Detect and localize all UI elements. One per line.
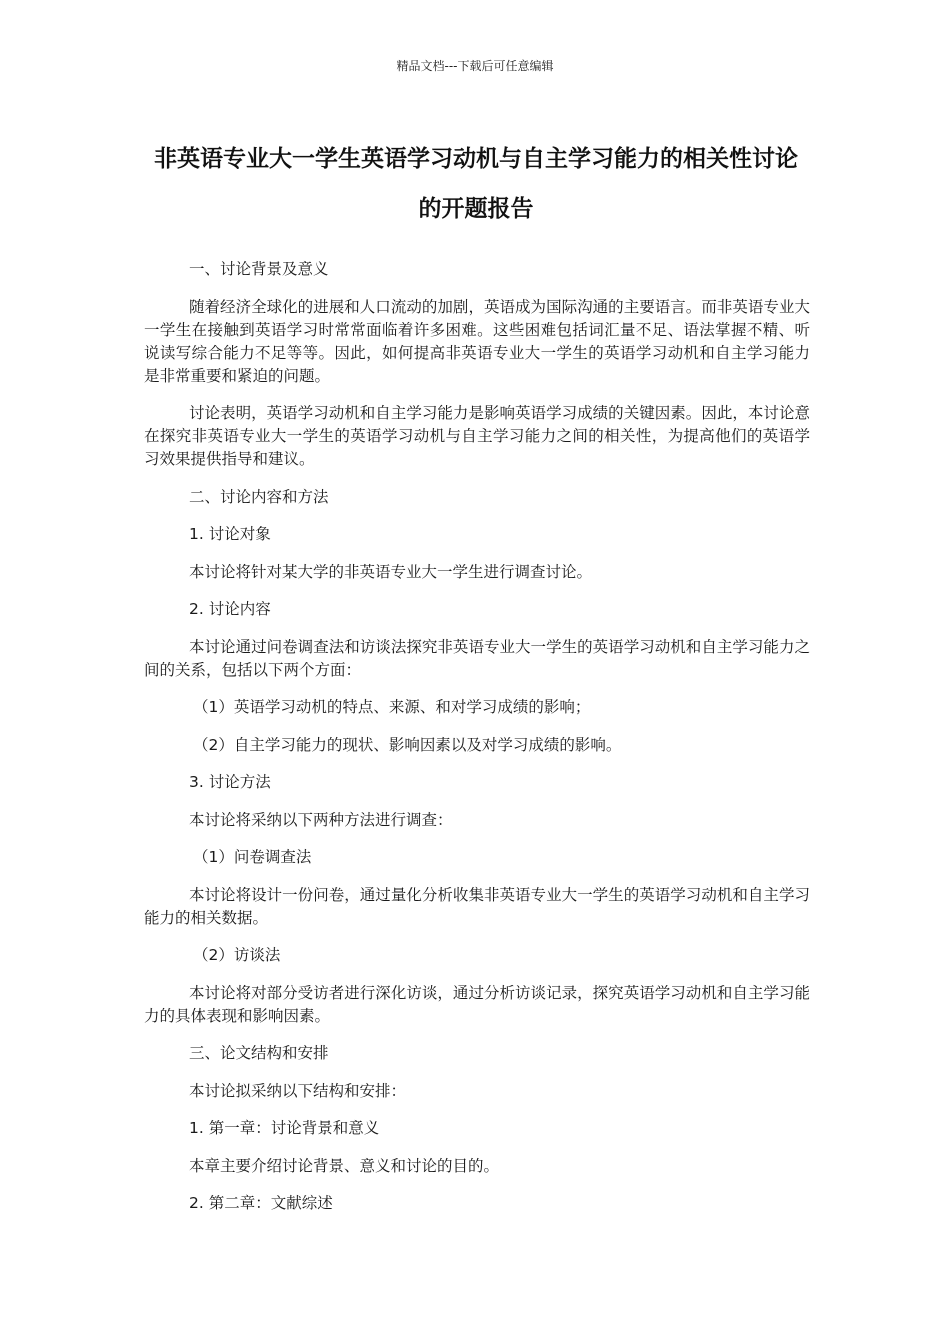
section-heading: 1. 讨论对象	[189, 525, 271, 543]
section-heading: 2. 讨论内容	[189, 600, 271, 618]
sub-item: （2）访谈法	[193, 946, 281, 964]
body-paragraph: 本讨论将对部分受访者进行深化访谈，通过分析访谈记录，探究英语学习动机和自主学习能力的具体表现和影响因素。	[144, 983, 810, 1025]
sub-item: （1）问卷调查法	[193, 848, 312, 866]
sub-item: （2）自主学习能力的现状、影响因素以及对学习成绩的影响。	[193, 735, 622, 754]
section-heading: 3. 讨论方法	[189, 773, 271, 791]
body-paragraph: 本讨论通过问卷调查法和访谈法探究非英语专业大一学生的英语学习动机和自主学习能力之间的关系，包括以下两个方面：	[144, 637, 810, 679]
body-paragraph: 本讨论拟采纳以下结构和安排：	[189, 1081, 407, 1100]
body-paragraph: 本讨论将设计一份问卷，通过量化分析收集非英语专业大一学生的英语学习动机和自主学习能力的相关数据。	[144, 885, 810, 927]
section-heading: 二、讨论内容和方法	[189, 487, 329, 506]
document-body	[144, 258, 810, 1230]
header-note: 精品文档---下载后可任意编辑	[396, 59, 554, 73]
section-heading: 1. 第一章：讨论背景和意义	[189, 1119, 380, 1137]
body-paragraph: 随着经济全球化的进展和人口流动的加剧，英语成为国际沟通的主要语言。而非英语专业大一学生在接触到英语学习时常常面临着许多困难。这些困难包括词汇量不足、语法掌握不精、听说读写综合能力不足等等。因此，如何提高非英语专业大一学生的英语学习动机和自主学习能力是非常重要和紧迫的问题。	[144, 297, 810, 385]
body-paragraph: 本讨论将采纳以下两种方法进行调查：	[189, 810, 453, 829]
sub-item: （1）英语学习动机的特点、来源、和对学习成绩的影响；	[193, 698, 591, 716]
document-title: 非英语专业大一学生英语学习动机与自主学习能力的相关性讨论的开题报告	[154, 146, 798, 222]
body-paragraph: 本讨论将针对某大学的非英语专业大一学生进行调查讨论。	[189, 562, 593, 581]
section-heading: 2. 第二章：文献综述	[189, 1194, 333, 1212]
section-heading: 一、讨论背景及意义	[189, 260, 329, 278]
body-paragraph: 讨论表明，英语学习动机和自主学习能力是影响英语学习成绩的关键因素。因此，本讨论意在探究非英语专业大一学生的英语学习动机与自主学习能力之间的相关性，为提高他们的英语学习效果提供指导和建议。	[144, 404, 810, 468]
section-heading: 三、论文结构和安排	[189, 1044, 329, 1062]
body-paragraph: 本章主要介绍讨论背景、意义和讨论的目的。	[189, 1156, 500, 1175]
